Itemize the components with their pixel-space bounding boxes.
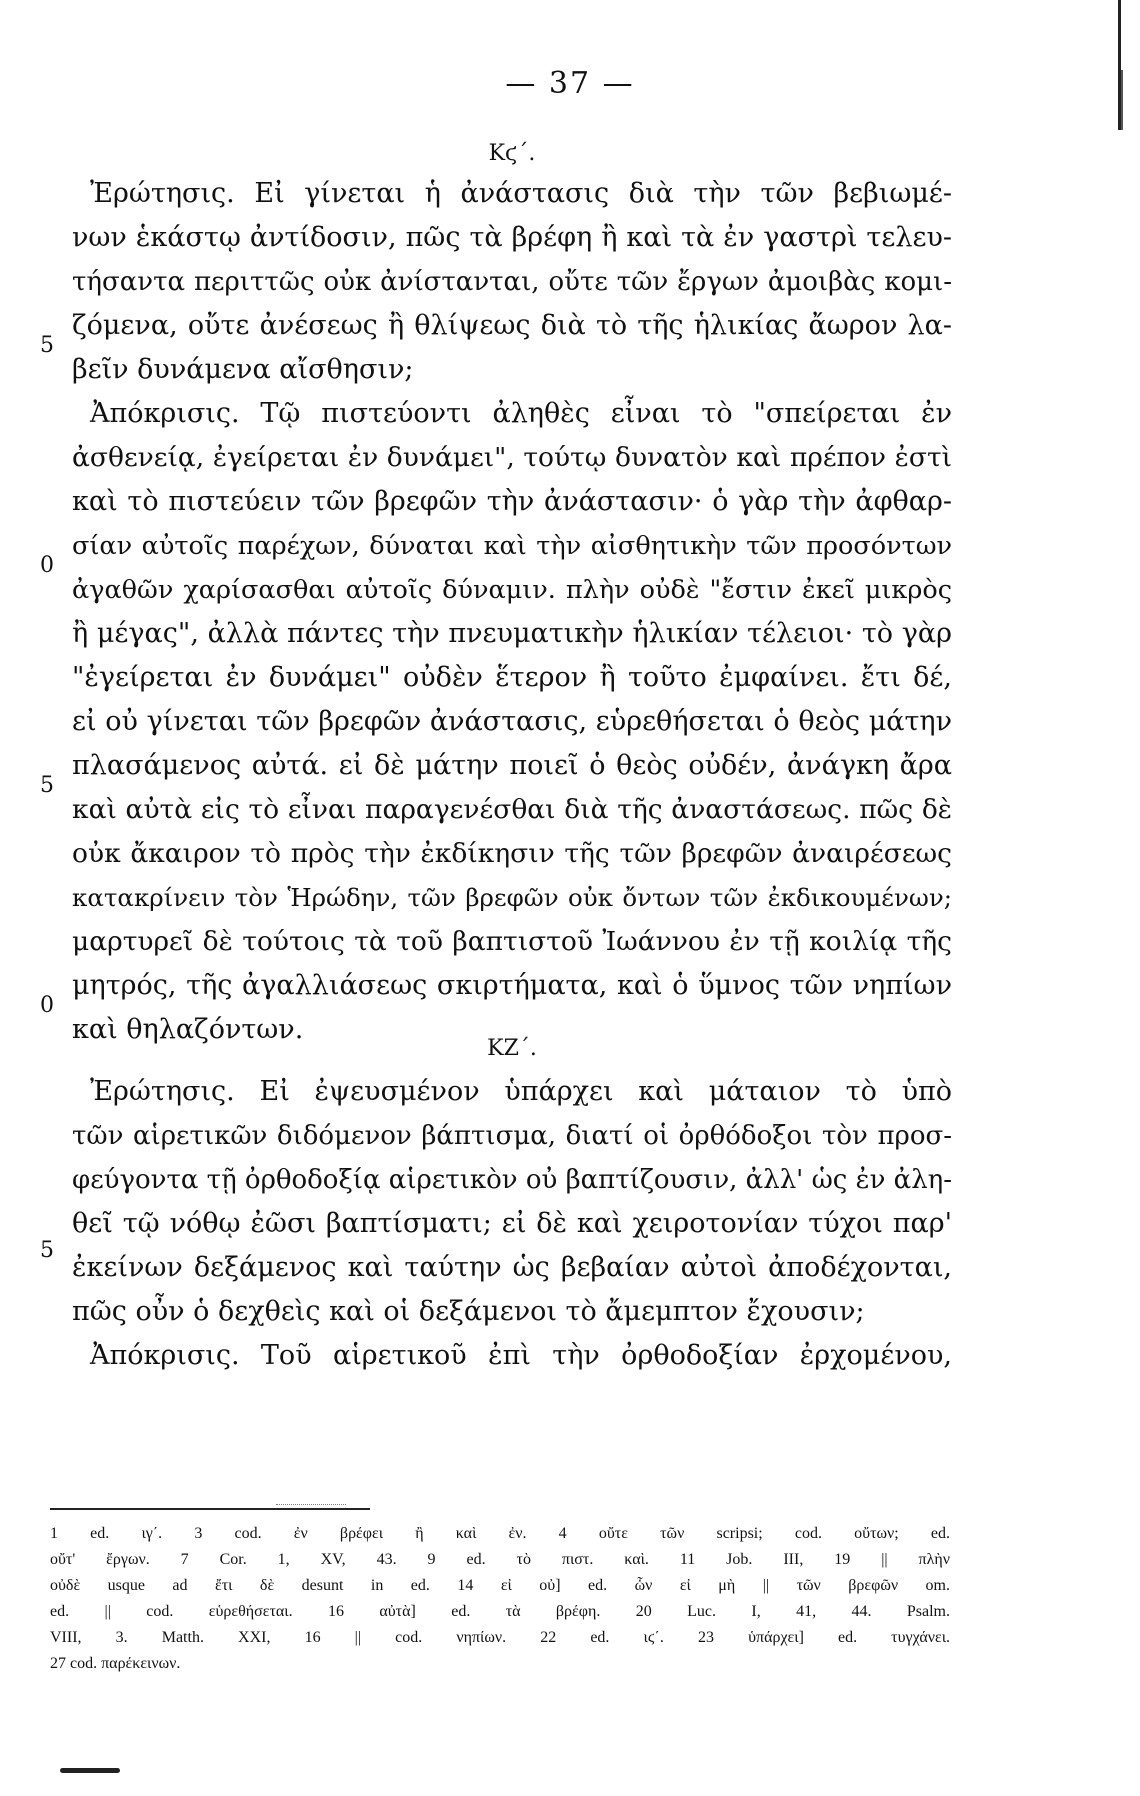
text-line: ἀγαθῶν χαρίσασθαι αὐτοῖς δύναμιν. πλὴν οὐδὲ "ἔστιν ἐκεῖ μικρὸς — [72, 575, 952, 605]
text-line: οὐκ ἄκαιρον τὸ πρὸς τὴν ἐκδίκησιν τῆς τῶν βρεφῶν ἀναιρέσεως — [72, 838, 952, 869]
text-line: τήσαντα περιττῶς οὐκ ἀνίστανται, οὔτε τῶν ἔργων ἀμοιβὰς κομι- — [72, 267, 952, 297]
text-line: μαρτυρεῖ δὲ τούτοις τὰ τοῦ βαπτιστοῦ Ἰωάννου ἐν τῇ κοιλίᾳ τῆς — [72, 926, 952, 957]
text-line: Ἀπόκρισις. Τῷ πιστεύοντι ἀληθὲς εἶναι τὸ "σπείρεται ἐν — [90, 398, 952, 429]
footnote-line: οὐδὲ usque ad ἔτι δὲ desunt in ed. 14 εἰ οὐ] ed. ὧν εἰ μὴ || τῶν βρεφῶν om. — [50, 1577, 950, 1594]
text-line: ἐκείνων δεξάμενος καὶ ταύτην ὡς βεβαίαν αὐτοὶ ἀποδέχονται, — [72, 1252, 952, 1283]
text-line: ἀσθενείᾳ, ἐγείρεται ἐν δυνάμει", τούτῳ δυνατὸν καὶ πρέπον ἐστὶ — [72, 442, 952, 473]
footnote-rule-dots — [276, 1504, 346, 1505]
text-line: Ἐρώτησις. Εἰ ἐψευσμένον ὑπάρχει καὶ μάταιον τὸ ὑπὸ — [90, 1076, 952, 1107]
text-line: βεῖν δυνάμενα αἴσθησιν; — [72, 354, 414, 385]
line-number-10: 0 — [40, 553, 54, 578]
text-line: καὶ τὸ πιστεύειν τῶν βρεφῶν τὴν ἀνάστασιν· ὁ γὰρ τὴν ἀφθαρ- — [72, 486, 952, 517]
text-line: ἢ μέγας", ἀλλὰ πάντες τὴν πνευματικὴν ἡλικίαν τέλειοι· τὸ γὰρ — [72, 618, 952, 649]
footnote-line: VIII, 3. Matth. XXI, 16 || cod. νηπίων. 22 ed. ιϛ΄. 23 ὑπάρχει] ed. τυγχάνει. — [50, 1629, 950, 1646]
text-line: Ἐρώτησις. Εἰ γίνεται ἡ ἀνάστασις διὰ τὴν τῶν βεβιωμέ- — [90, 178, 952, 209]
text-line: καὶ αὐτὰ εἰς τὸ εἶναι παραγενέσθαι διὰ τῆς ἀναστάσεως. πῶς δὲ — [72, 794, 952, 825]
text-line: εἰ οὐ γίνεται τῶν βρεφῶν ἀνάστασις, εὑρεθήσεται ὁ θεὸς μάτην — [72, 706, 952, 737]
text-line: τῶν αἱρετικῶν διδόμενον βάπτισμα, διατί οἱ ὀρθόδοξοι τὸν προσ- — [72, 1121, 952, 1151]
footnote-line: ed. || cod. εὑρεθήσεται. 16 αὐτὰ] ed. τὰ βρέφη. 20 Luc. I, 41, 44. Psalm. — [50, 1603, 950, 1620]
line-number-15: 5 — [40, 773, 54, 798]
text-line: θεῖ τῷ νόθῳ ἐῶσι βαπτίσματι; εἰ δὲ καὶ χειροτονίαν τύχοι παρ' — [72, 1208, 952, 1239]
text-line: μητρός, τῆς ἀγαλλιάσεως σκιρτήματα, καὶ ὁ ὕμνος τῶν νηπίων — [72, 970, 952, 1001]
text-line: σίαν αὐτοῖς παρέχων, δύναται καὶ τὴν αἰσθητικὴν τῶν προσόντων — [72, 531, 952, 561]
text-line: ζόμενα, οὔτε ἀνέσεως ἢ θλίψεως διὰ τὸ τῆς ἡλικίας ἄωρον λα- — [72, 310, 952, 341]
footnote-line: οὔτ' ἔργων. 7 Cor. 1, XV, 43. 9 ed. τὸ πιστ. καὶ. 11 Job. III, 19 || πλὴν — [50, 1551, 950, 1568]
margin-mark — [60, 1768, 120, 1773]
section-heading-26: Κϛ΄. — [488, 141, 536, 166]
line-number-20: 0 — [40, 993, 54, 1018]
text-line: Ἀπόκρισις. Τοῦ αἱρετικοῦ ἐπὶ τὴν ὀρθοδοξίαν ἐρχομένου, — [90, 1340, 952, 1371]
section-heading-27: ΚΖ΄. — [487, 1036, 537, 1061]
text-line: φεύγοντα τῇ ὀρθοδοξίᾳ αἱρετικὸν οὐ βαπτίζουσιν, ἀλλ' ὡς ἐν ἀλη- — [72, 1165, 953, 1195]
text-line: κατακρίνειν τὸν Ἡρώδην, τῶν βρεφῶν οὐκ ὄντων τῶν ἐκδικουμένων; — [72, 883, 952, 912]
footnote-line: 27 cod. παρέκεινων. — [50, 1655, 181, 1672]
text-line: νων ἑκάστῳ ἀντίδοσιν, πῶς τὰ βρέφη ἢ καὶ τὰ ἐν γαστρὶ τελευ- — [72, 222, 952, 253]
text-line: πλασάμενος αὐτά. εἰ δὲ μάτην ποιεῖ ὁ θεὸς οὐδέν, ἀνάγκη ἄρα — [72, 750, 952, 781]
text-line: πῶς οὖν ὁ δεχθεὶς καὶ οἱ δεξάμενοι τὸ ἄμεμπτον ἔχουσιν; — [72, 1296, 865, 1327]
line-number-5: 5 — [40, 333, 54, 358]
text-line: "ἐγείρεται ἐν δυνάμει" οὐδὲν ἕτερον ἢ τοῦτο ἐμφαίνει. ἔτι δέ, — [72, 662, 952, 693]
page-number: — 37 — — [505, 66, 635, 101]
line-number-25: 5 — [40, 1238, 54, 1263]
footnote-line: 1 ed. ιγ΄. 3 cod. ἐν βρέφει ἢ καὶ ἐν. 4 οὔτε τῶν scripsi; cod. οὔτων; ed. — [50, 1525, 950, 1542]
footnote-rule — [50, 1508, 370, 1510]
text-line: καὶ θηλαζόντων. — [72, 1014, 304, 1045]
